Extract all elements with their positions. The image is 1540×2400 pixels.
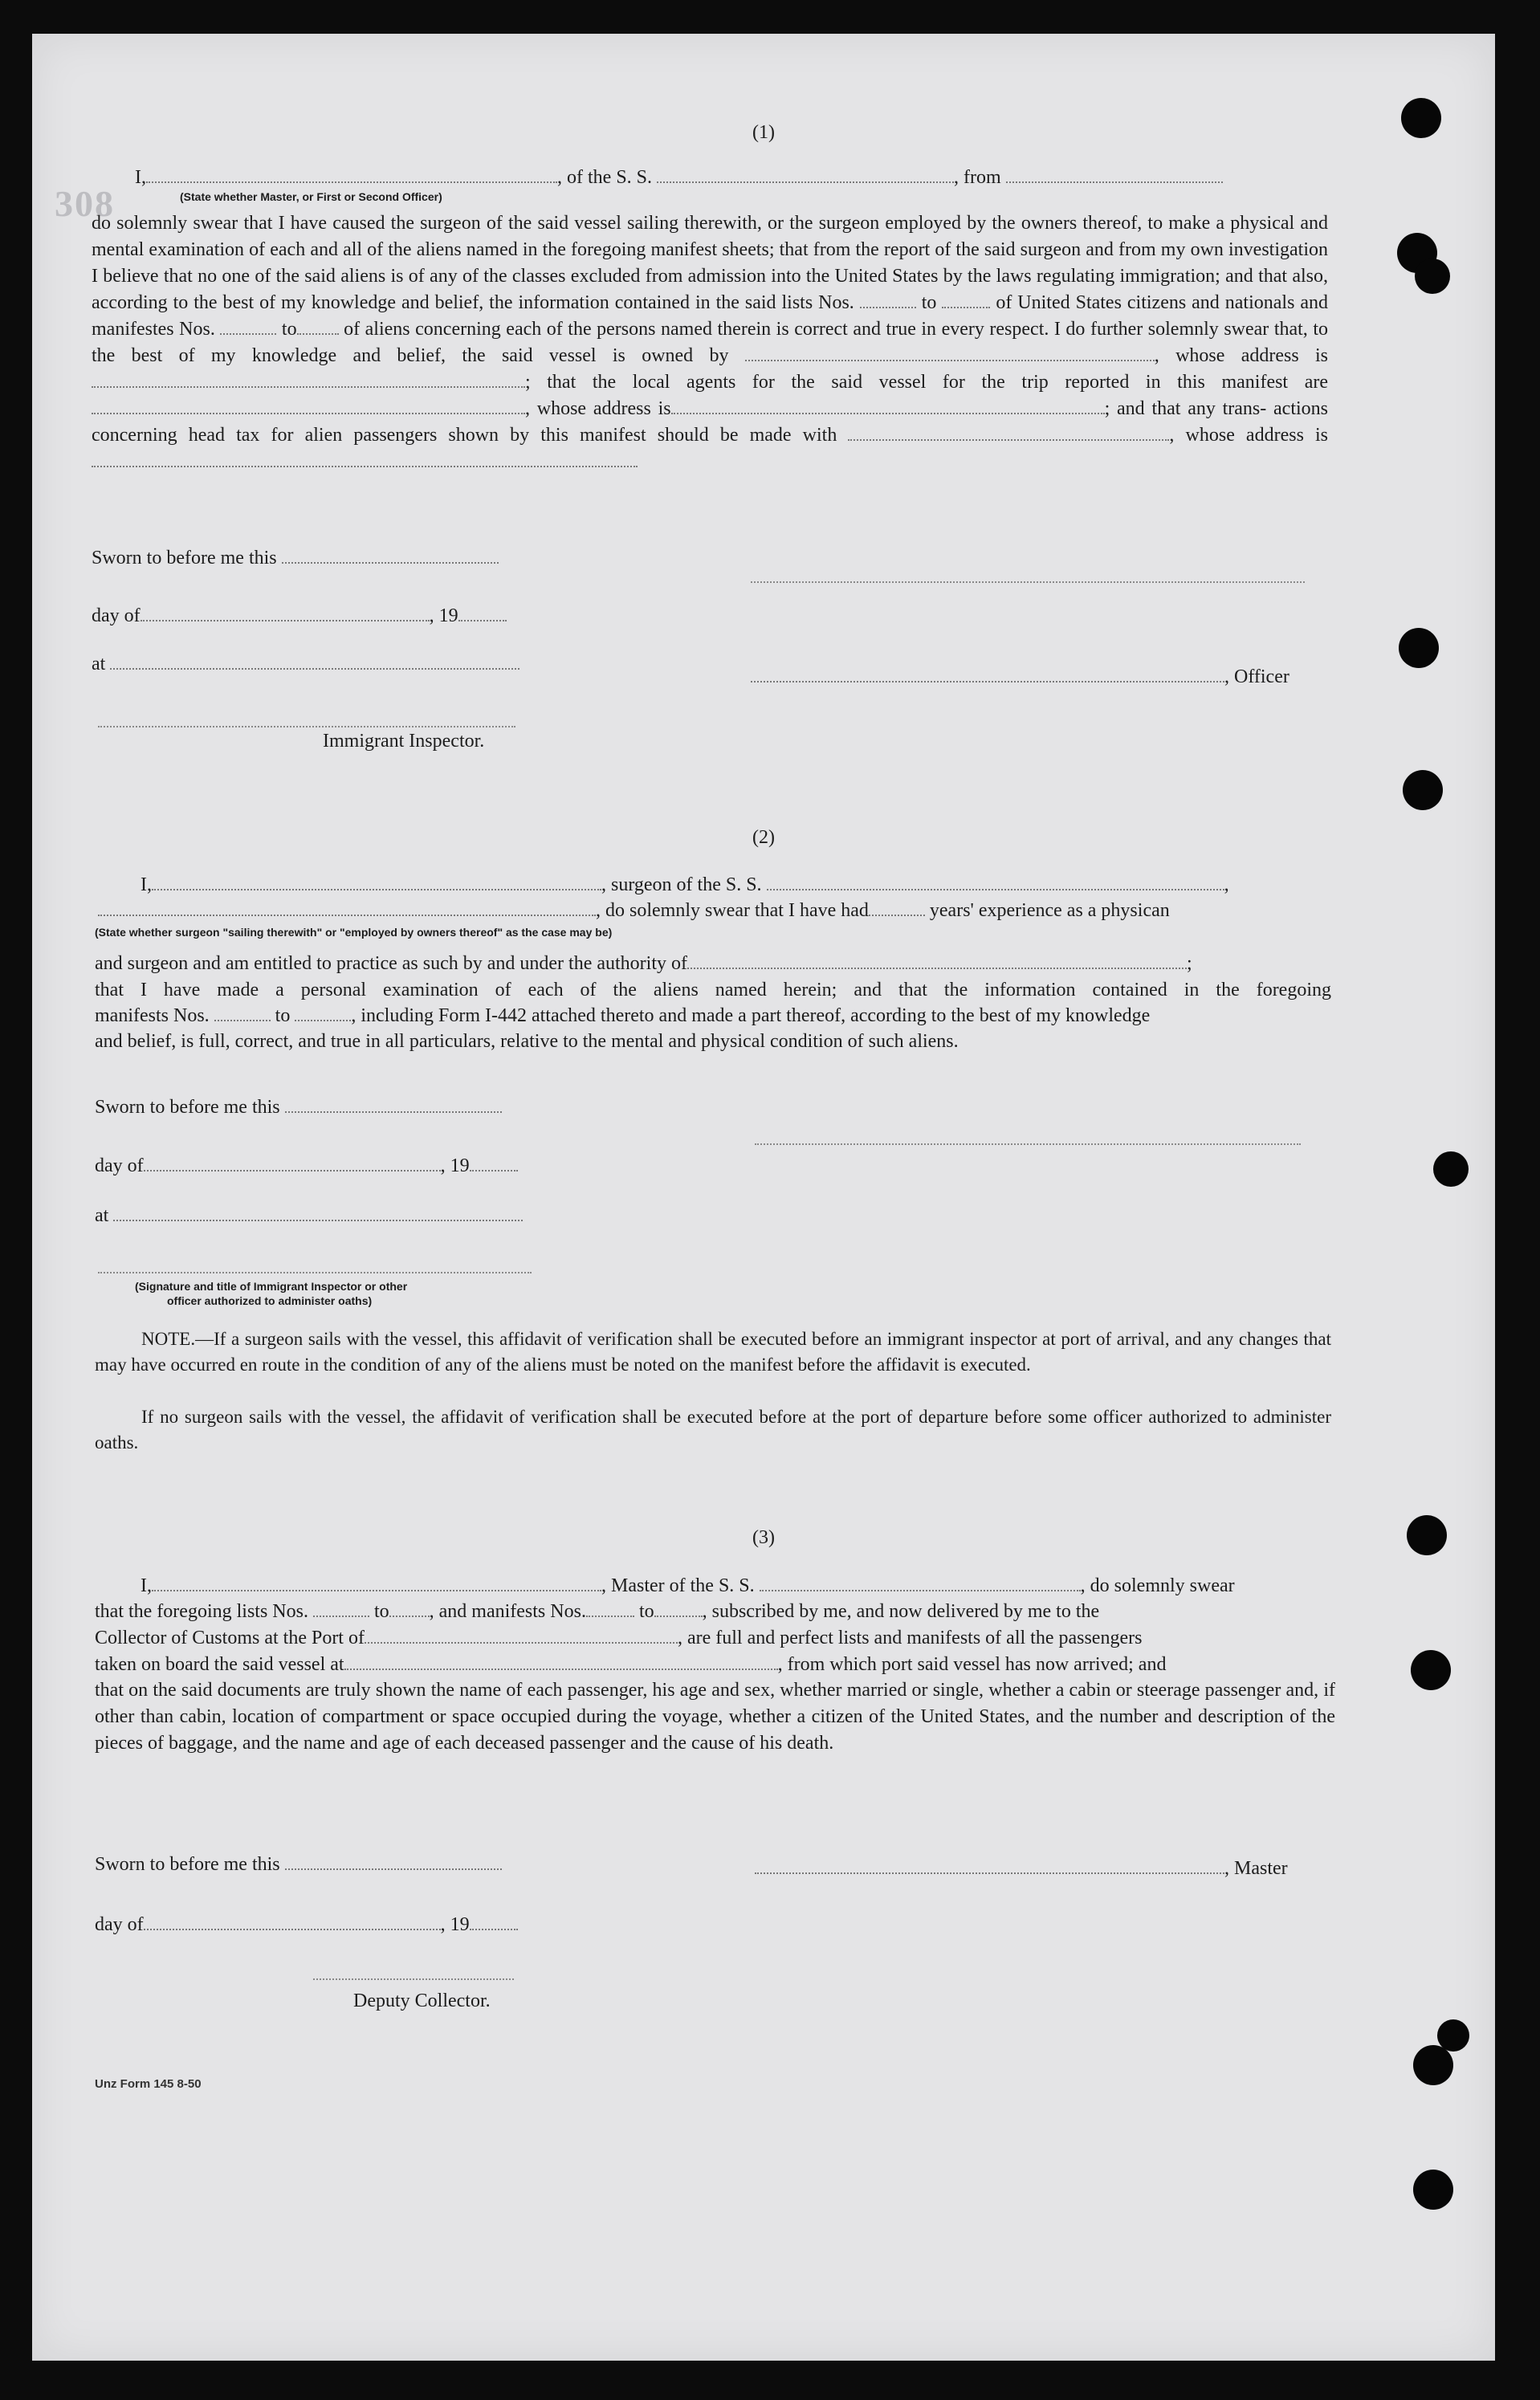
- punch-hole: [1413, 2045, 1453, 2085]
- s2-sig-note-1: (Signature and title of Immigrant Inspector or other: [135, 1280, 408, 1293]
- s1-at-line: at: [92, 652, 519, 676]
- s1-officer-signature: , Officer: [751, 665, 1289, 689]
- s2-note-paragraph-1: NOTE.—If a surgeon sails with the vessel, this affidavit of verification shall be executed before an immigrant inspector at port of arrival, and any changes that may have occurred en route in the condition of any of the aliens must be noted on the manifest before the affidavit is executed.: [95, 1329, 1331, 1375]
- years-experience-field[interactable]: [869, 898, 925, 916]
- s2-officer-signature-line[interactable]: [98, 1270, 532, 1273]
- s3-list-from-field[interactable]: [313, 1599, 369, 1617]
- s2-day-field[interactable]: [144, 1154, 441, 1171]
- s3-deputy-label: Deputy Collector.: [353, 1990, 491, 2011]
- punch-hole: [1403, 770, 1443, 810]
- master-name-field[interactable]: [152, 1574, 601, 1591]
- agents-address-field[interactable]: [671, 397, 1105, 414]
- s3-year-field[interactable]: [470, 1913, 518, 1930]
- s2-at-line: at: [95, 1204, 523, 1228]
- section-2-number: (2): [752, 827, 775, 848]
- s2-surgeon-note: (State whether surgeon "sailing therewith" or "employed by owners thereof" as the case may be): [95, 926, 613, 939]
- s2-vessel-field[interactable]: [767, 873, 1224, 890]
- s2-day-line: day of , 19: [95, 1154, 518, 1178]
- s3-manifest-to-field[interactable]: [654, 1599, 703, 1617]
- s2-line-2: , do solemnly swear that I have had years' experience as a physican: [98, 898, 1170, 923]
- from-port-field[interactable]: [1006, 165, 1223, 183]
- manifest-affidavit-page: [32, 34, 1495, 2361]
- s3-day-field[interactable]: [144, 1913, 441, 1930]
- s1-year-field[interactable]: [458, 604, 507, 621]
- officer-signature-field[interactable]: [751, 665, 1224, 683]
- punch-hole: [1415, 259, 1450, 294]
- s3-day-line: day of , 19: [95, 1913, 518, 1937]
- head-tax-agent-field[interactable]: [848, 423, 1169, 441]
- s2-note-paragraph-2: If no surgeon sails with the vessel, the affidavit of verification shall be executed before at the port of departure before some officer authorized to administer oaths.: [95, 1407, 1331, 1453]
- s2-at-field[interactable]: [113, 1204, 523, 1221]
- s2-authority-line: and surgeon and am entitled to practice as such by and under the authority of ;: [95, 953, 1192, 974]
- s2-sig-note-2: officer authorized to administer oaths): [167, 1294, 373, 1307]
- vessel-name-field[interactable]: [657, 165, 954, 183]
- manifest-from-field[interactable]: [220, 317, 276, 335]
- s1-at-field[interactable]: [110, 652, 519, 670]
- section-3-number: (3): [752, 1527, 775, 1548]
- citizen-list-from-field[interactable]: [860, 291, 916, 308]
- s1-sworn-line: Sworn to before me this: [92, 546, 499, 570]
- s1-paragraph-1: do solemnly swear that I have caused the surgeon of the said vessel sailing therewith, or the surgeon employed by the owners thereof, to make a physical and mental examination of each and all of the aliens named in the foregoing manifest sheets; that from the report of the said surgeon and from my own investigation I believe that no one of the said aliens is of any of the classes excluded from admission into the United States by the laws regulating immigration; and that also, according to the best of my knowledge and belief, the information contained in the said lists Nos. to of United States citizens and nationals and manifestes Nos. to of aliens concerning each of the persons named therein is correct and true in every respect. I do further solemnly swear that, to the best of my knowledge and belief, the said vessel is owned by , whose address is ; that the local agents for the said vessel for the trip reported in this manifest are , whose address is ; and that any trans- actions concerning head tax for alien passengers shown by this manifest should be made with , whose address is: [92, 210, 1328, 475]
- s3-manifest-from-field[interactable]: [586, 1599, 634, 1617]
- owner-address-field[interactable]: [92, 370, 525, 388]
- s3-list-to-field[interactable]: [389, 1599, 430, 1617]
- s3-paragraph: that on the said documents are truly shown the name of each passenger, his age and sex, whether married or single, whether a cabin or steerage passenger and, if other than cabin, location of compartment or space occupied during the voyage, whether a citizen of the United States, and the number and description of the pieces of baggage, and the name and age of each deceased passenger and the cause of his death.: [95, 1680, 1335, 1754]
- s3-line-3: Collector of Customs at the Port of , are full and perfect lists and manifests of all the passengers: [95, 1628, 1143, 1648]
- s2-manifest-from-field[interactable]: [214, 1004, 271, 1021]
- s2-belief-line: and belief, is full, correct, and true in all particulars, relative to the mental and physical condition of such aliens.: [95, 1031, 959, 1052]
- s1-day-line: day of , 19: [92, 604, 507, 628]
- page-stamp-number: 308: [55, 183, 115, 224]
- s1-officer-note: (State whether Master, or First or Second Officer): [180, 190, 442, 203]
- deputy-signature-line[interactable]: [313, 1977, 514, 1980]
- vessel-owner-field[interactable]: [745, 344, 1155, 361]
- s1-sworn-date-field[interactable]: [282, 546, 499, 564]
- s1-from: , from: [954, 167, 1001, 188]
- punch-hole: [1413, 2170, 1453, 2210]
- s2-sworn-date-field[interactable]: [285, 1095, 502, 1113]
- s2-manifest-to-field[interactable]: [295, 1004, 351, 1021]
- s3-line-1: I, , Master of the S. S. , do solemnly swear: [141, 1575, 1235, 1596]
- s3-sworn-date-field[interactable]: [285, 1852, 502, 1870]
- port-of-field[interactable]: [365, 1626, 678, 1644]
- inspector-signature-line[interactable]: [98, 724, 515, 727]
- punch-hole: [1437, 2019, 1469, 2052]
- master-signature-field[interactable]: [755, 1856, 1224, 1874]
- head-tax-address-field[interactable]: [92, 450, 638, 467]
- punch-hole: [1433, 1151, 1469, 1187]
- s1-inspector-label: Immigrant Inspector.: [323, 731, 485, 752]
- s3-sworn-line: Sworn to before me this: [95, 1852, 502, 1876]
- punch-hole: [1411, 1650, 1451, 1690]
- officer-name-field[interactable]: [146, 165, 557, 183]
- s3-line-2: that the foregoing lists Nos. to , and manifests Nos. to , subscribed by me, and now delivered by me to the: [95, 1601, 1100, 1622]
- s2-sworn-line: Sworn to before me this: [95, 1095, 502, 1119]
- s3-vessel-field[interactable]: [760, 1574, 1081, 1591]
- s2-year-field[interactable]: [470, 1154, 518, 1171]
- manifest-to-field[interactable]: [297, 317, 339, 335]
- s3-line-4: taken on board the said vessel at , from which port said vessel has now arrived; and: [95, 1654, 1167, 1675]
- s1-of-ss: , of the S. S.: [557, 167, 653, 188]
- s1-i-word: I,: [135, 167, 146, 188]
- s1-line-1: [135, 165, 1223, 189]
- form-number: Unz Form 145 8-50: [95, 2077, 202, 2091]
- boarding-port-field[interactable]: [344, 1652, 778, 1670]
- s2-line-examination: that I have made a personal examination of each of the aliens named herein; and that the information contained in the foregoing: [95, 980, 1331, 1000]
- s3-master-signature: , Master: [755, 1856, 1288, 1880]
- section-1-number: (1): [752, 122, 775, 143]
- punch-hole: [1399, 628, 1439, 668]
- s1-signature-line-upper[interactable]: [751, 580, 1305, 583]
- surgeon-status-field[interactable]: [98, 898, 596, 916]
- s2-manifests-line: manifests Nos. to , including Form I-442 attached thereto and made a part thereof, according to the best of my knowledge: [95, 1005, 1151, 1026]
- surgeon-signature-line[interactable]: [755, 1142, 1301, 1145]
- surgeon-name-field[interactable]: [152, 873, 601, 890]
- local-agents-field[interactable]: [92, 397, 525, 414]
- s1-day-field[interactable]: [141, 604, 430, 621]
- s2-line-1: I, , surgeon of the S. S. ,: [141, 874, 1229, 895]
- authority-field[interactable]: [687, 951, 1187, 969]
- citizen-list-to-field[interactable]: [942, 291, 990, 308]
